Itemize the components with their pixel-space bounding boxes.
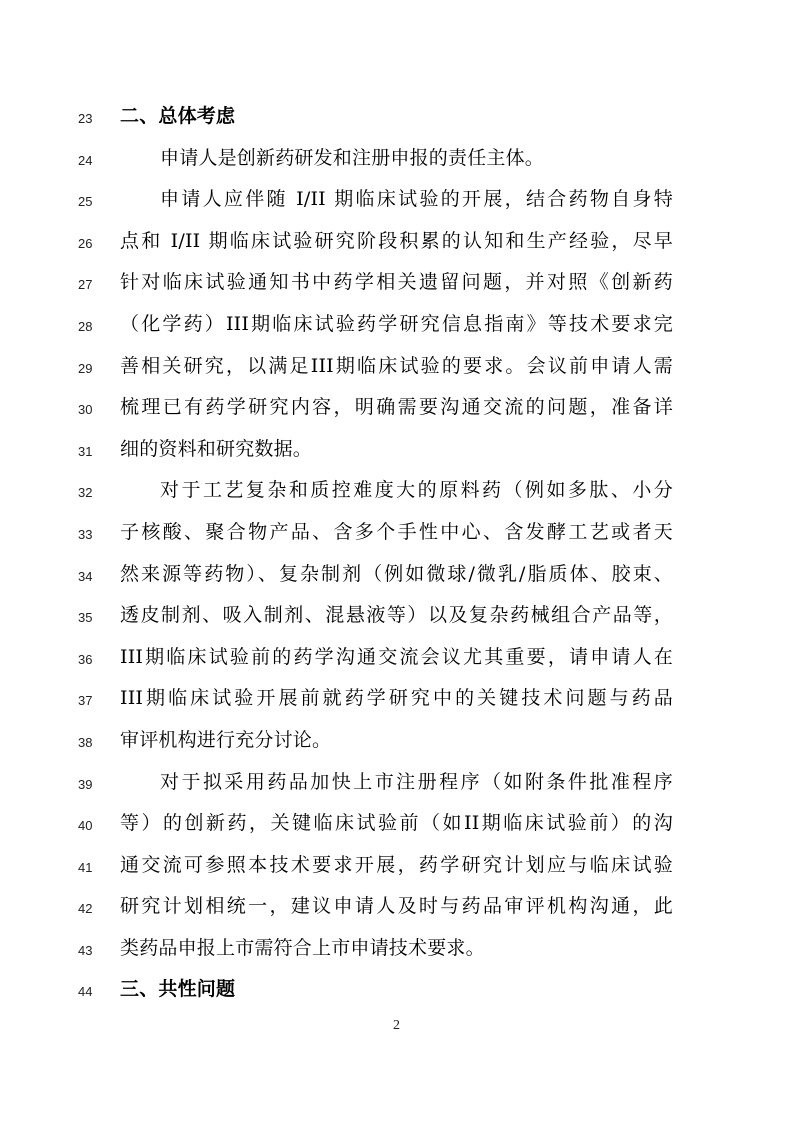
document-line [0,762,793,804]
line-text: 研究计划相统一，建议申请人及时与药品审评机构沟通，此 [120,895,673,918]
line-text: 对于工艺复杂和质控难度大的原料药（例如多肽、小分 [160,479,673,502]
line-text: （化学药）III期临床试验药学研究信息指南》等技术要求完 [120,312,673,335]
section-heading: 二、总体考虑 [120,105,236,127]
line-text: 透皮制剂、吸入制剂、混悬液等）以及复杂药械组合产品等， [120,604,673,627]
line-number: 38 [78,734,93,750]
document-line [0,221,793,263]
document-line [0,429,793,471]
line-number: 33 [78,526,93,542]
line-number: 26 [78,235,93,251]
document-line [0,346,793,388]
line-number: 41 [78,859,93,875]
line-text: 等）的创新药，关键临床试验前（如II期临床试验前）的沟 [120,812,673,835]
line-number: 23 [78,111,93,126]
document-line [0,803,793,845]
document-line [0,637,793,679]
line-number: 30 [78,402,93,418]
line-number: 42 [78,901,93,917]
document-body [0,96,793,1011]
page-number: 2 [393,1018,400,1033]
line-number: 29 [78,360,93,376]
document-line [0,304,793,346]
line-text: 针对临床试验通知书中药学相关遗留问题，并对照《创新药 [120,271,673,294]
line-number: 35 [78,610,93,626]
line-number: 36 [78,651,93,667]
document-line [0,96,793,138]
line-number: 32 [78,485,93,501]
document-line [0,845,793,887]
line-text: 细的资料和研究数据。 [120,437,313,460]
section-heading: 三、共性问题 [120,978,236,1001]
line-text: III期临床试验开展前就药学研究中的关键技术问题与药品 [120,687,673,710]
line-text: 申请人应伴随 I/II 期临床试验的开展，结合药物自身特 [160,188,673,211]
document-line [0,470,793,512]
line-number: 43 [78,942,93,958]
document-line [0,262,793,304]
document-line [0,928,793,970]
line-text: 善相关研究，以满足III期临床试验的要求。会议前申请人需 [120,354,673,377]
document-line [0,554,793,596]
line-text: 然来源等药物）、复杂制剂（例如微球/微乳/脂质体、胶束、 [120,562,673,585]
line-text: III期临床试验前的药学沟通交流会议尤其重要，请申请人在 [120,645,673,668]
line-number: 37 [78,693,93,709]
line-text: 申请人是创新药研发和注册申报的责任主体。 [160,146,545,169]
document-line [0,595,793,637]
line-number: 34 [78,568,93,584]
document-line [0,138,793,180]
document-line [0,720,793,762]
document-line [0,969,793,1011]
line-text: 对于拟采用药品加快上市注册程序（如附条件批准程序 [160,770,673,793]
line-text: 通交流可参照本技术要求开展，药学研究计划应与临床试验 [120,853,673,876]
line-number: 27 [78,277,93,293]
document-line [0,678,793,720]
line-number: 31 [78,443,93,459]
document-line [0,387,793,429]
line-number: 40 [78,818,93,834]
document-line [0,179,793,221]
line-text: 子核酸、聚合物产品、含多个手性中心、含发酵工艺或者天 [120,520,673,543]
line-text: 梳理已有药学研究内容，明确需要沟通交流的问题，准备详 [120,396,673,419]
line-number: 39 [78,776,93,792]
line-text: 点和 I/II 期临床试验研究阶段积累的认知和生产经验，尽早 [120,229,673,252]
line-number: 24 [78,152,93,168]
line-number: 44 [78,984,93,1000]
line-number: 28 [78,318,93,334]
document-line [0,512,793,554]
line-number: 25 [78,194,93,210]
document-line [0,886,793,928]
line-text: 审评机构进行充分讨论。 [120,728,332,751]
line-text: 类药品申报上市需符合上市申请技术要求。 [120,936,485,959]
